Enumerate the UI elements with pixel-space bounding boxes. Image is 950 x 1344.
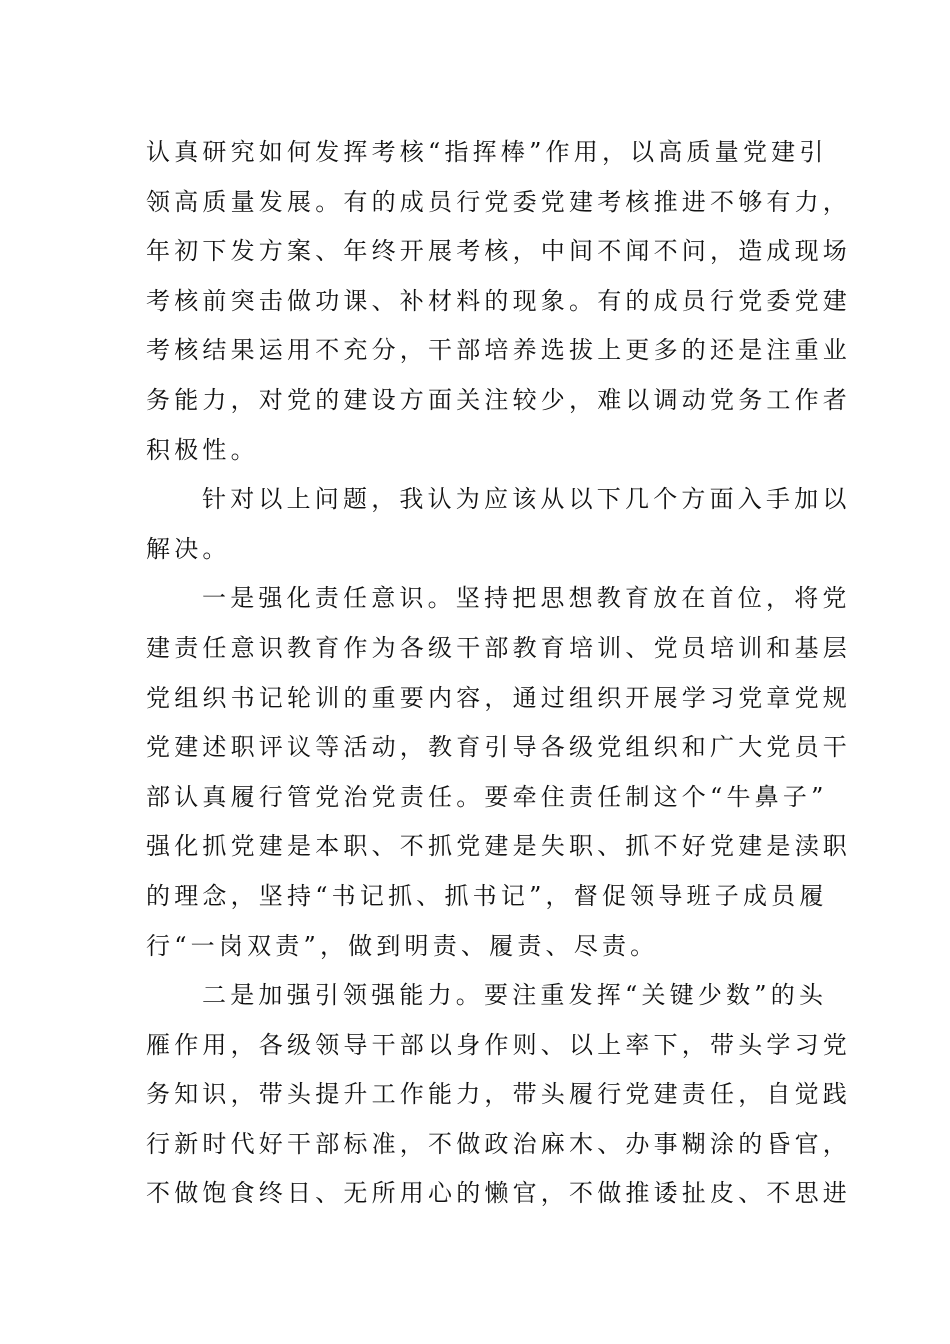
text-line: 党建述职评议等活动，教育引导各级党组织和广大党员干: [146, 733, 851, 762]
text-line: 积极性。: [146, 435, 259, 464]
text-line: 领高质量发展。有的成员行党委党建考核推进不够有力，: [146, 187, 851, 216]
text-line: 考核前突击做功课、补材料的现象。有的成员行党委党建: [146, 286, 851, 315]
text-line: 务能力，对党的建设方面关注较少，难以调动党务工作者: [146, 385, 851, 414]
paragraph-first-line: 一是强化责任意识。坚持把思想教育放在首位，将党: [202, 584, 851, 613]
paragraph-first-line: 二是加强引领强能力。要注重发挥“关键少数”的头: [202, 981, 828, 1010]
text-line: 的理念，坚持“书记抓、抓书记”，督促领导班子成员履: [146, 881, 828, 910]
text-line: 部认真履行管党治党责任。要牵住责任制这个“牛鼻子”: [146, 782, 828, 811]
paragraph-first-line: 针对以上问题，我认为应该从以下几个方面入手加以: [202, 485, 851, 514]
text-line: 党组织书记轮训的重要内容，通过组织开展学习党章党规: [146, 683, 851, 712]
text-line: 不做饱食终日、无所用心的懒官，不做推诿扯皮、不思进: [146, 1179, 851, 1208]
text-line: 行新时代好干部标准，不做政治麻木、办事糊涂的昏官，: [146, 1129, 851, 1158]
text-line: 年初下发方案、年终开展考核，中间不闻不问，造成现场: [146, 237, 851, 266]
text-line: 建责任意识教育作为各级干部教育培训、党员培训和基层: [146, 633, 851, 662]
text-line: 强化抓党建是本职、不抓党建是失职、抓不好党建是渎职: [146, 832, 851, 861]
text-line: 务知识，带头提升工作能力，带头履行党建责任，自觉践: [146, 1080, 851, 1109]
text-line: 雁作用，各级领导干部以身作则、以上率下，带头学习党: [146, 1030, 851, 1059]
document-body: [146, 128, 851, 1219]
text-line: 解决。: [146, 534, 231, 563]
text-line: 认真研究如何发挥考核“指挥棒”作用，以高质量党建引: [146, 138, 828, 166]
text-line: 行“一岗双责”，做到明责、履责、尽责。: [146, 931, 659, 960]
text-line: 考核结果运用不充分，干部培养选拔上更多的还是注重业: [146, 336, 851, 365]
